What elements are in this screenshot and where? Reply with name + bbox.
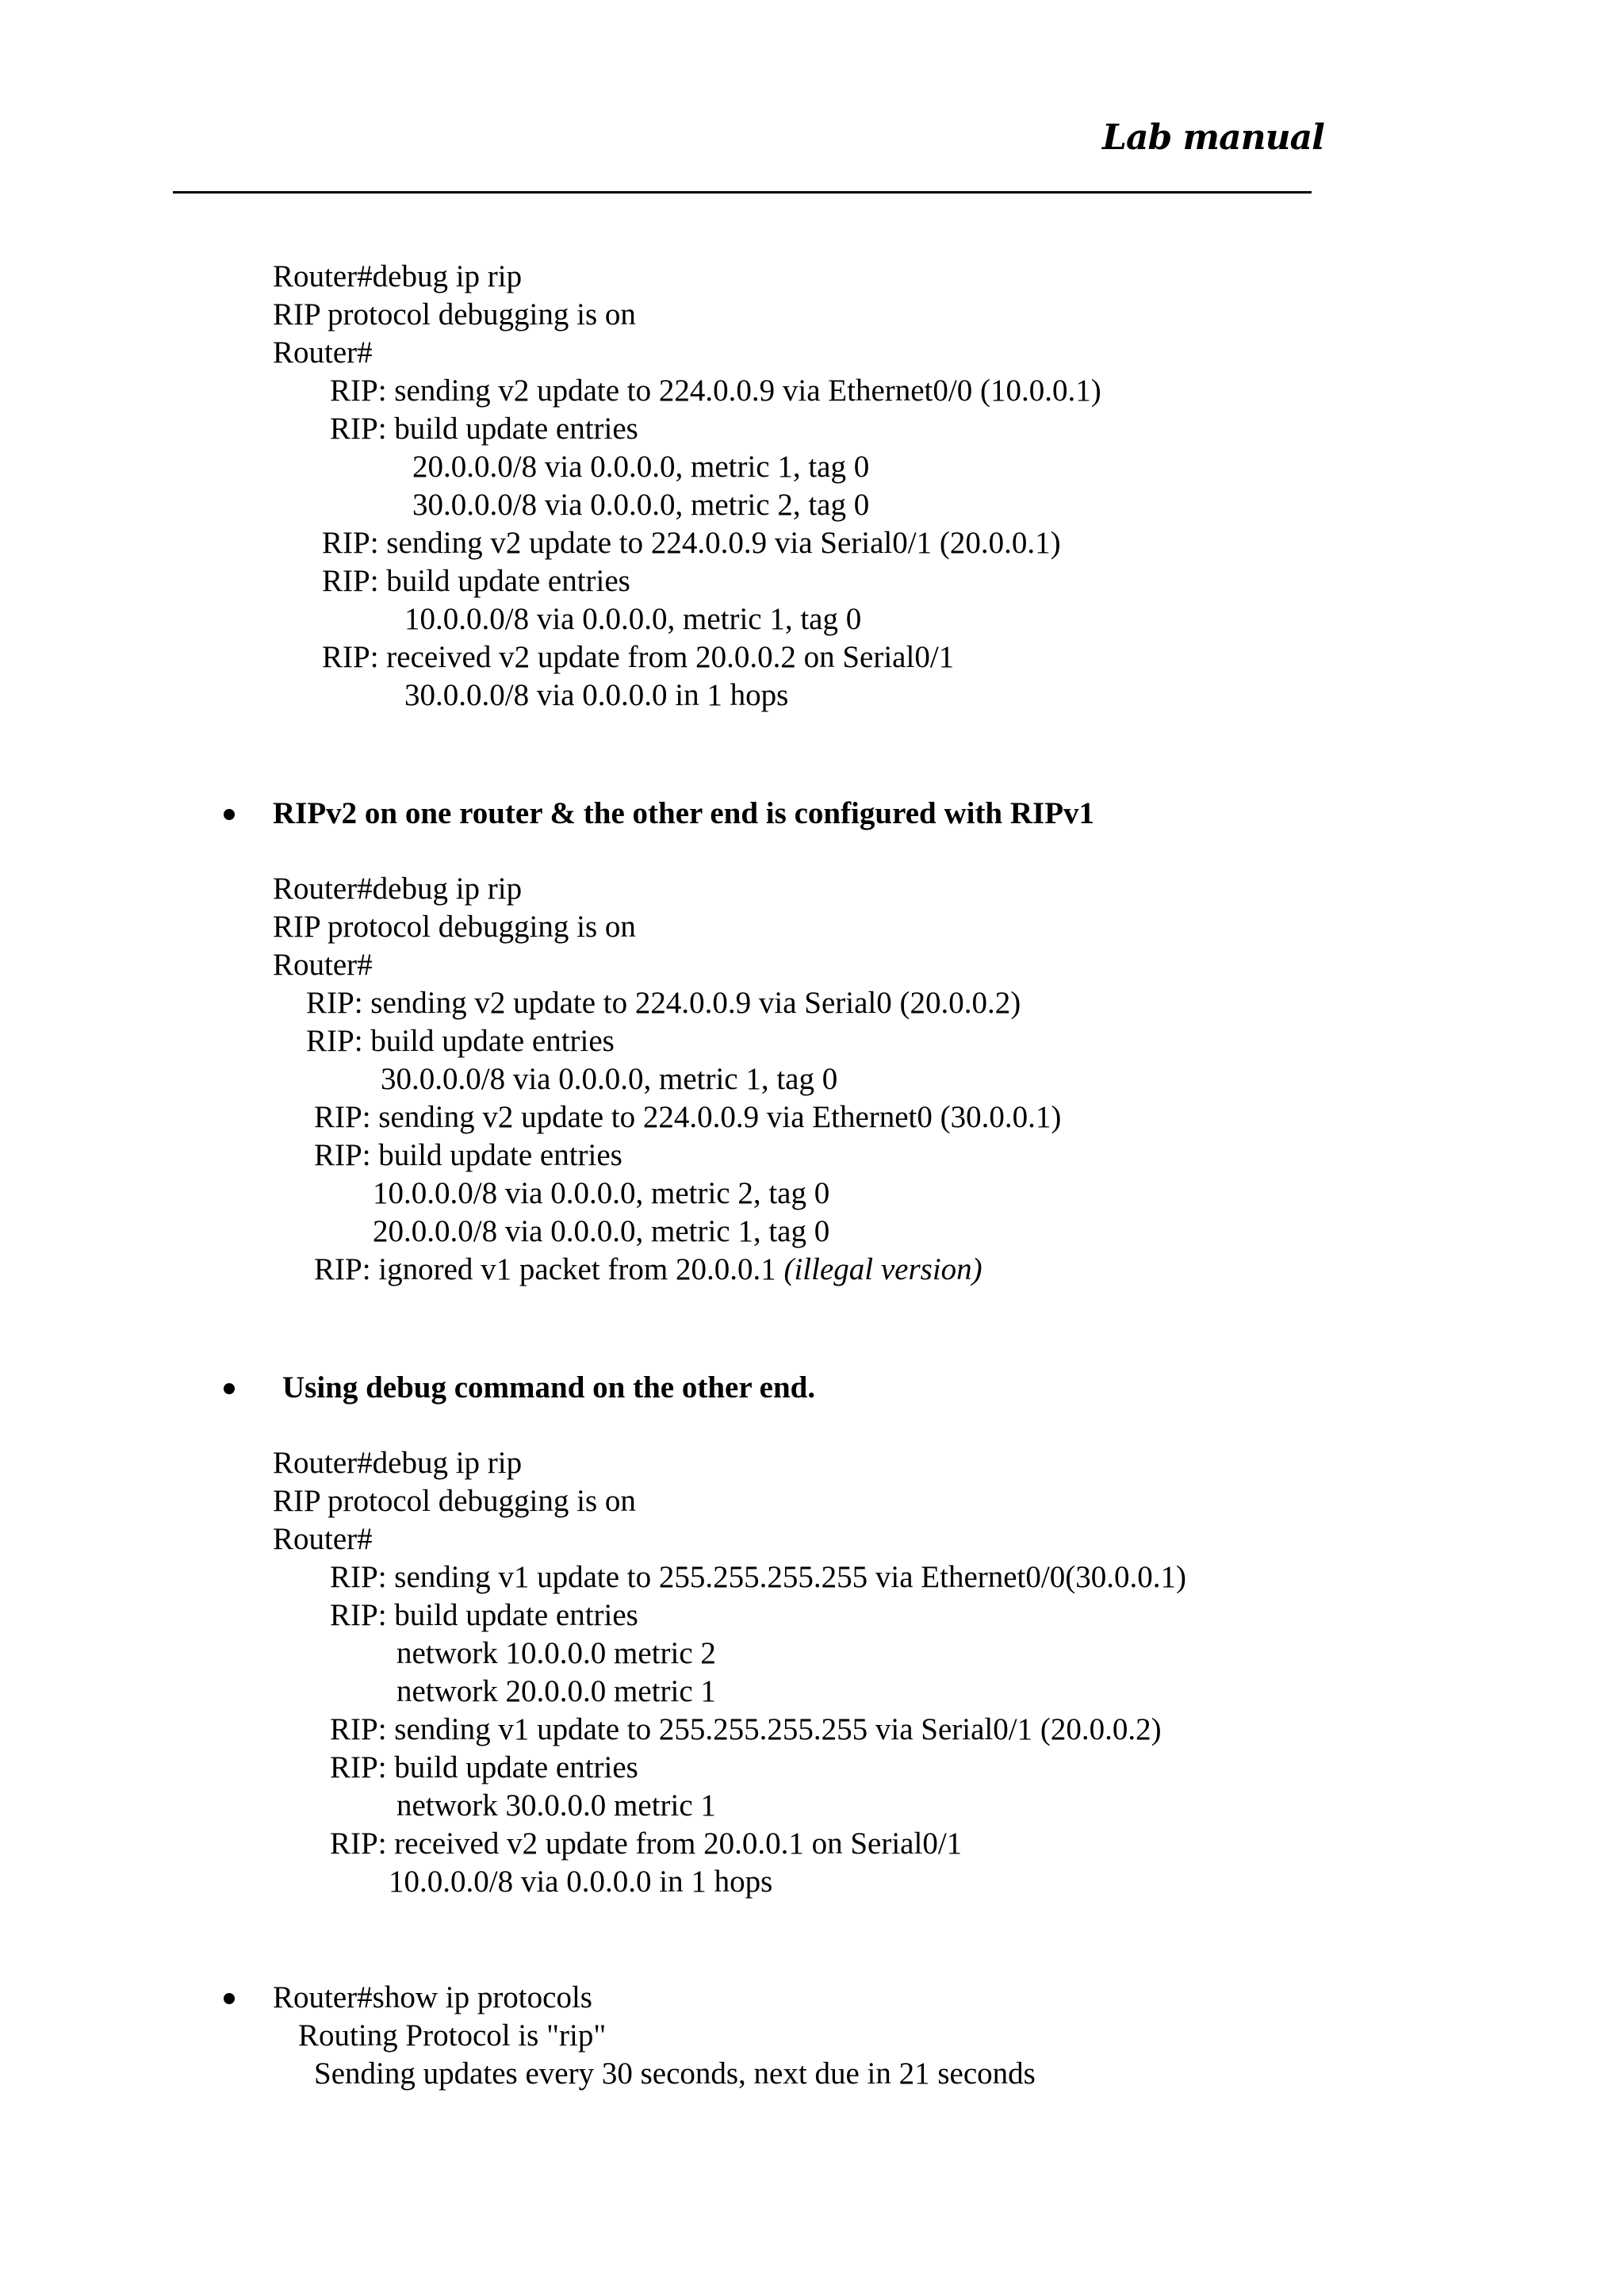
section3-line-3: Router# [273,1522,373,1556]
section4-heading: Router#show ip protocols [273,1980,592,2014]
block1-line-6: 20.0.0.0/8 via 0.0.0.0, metric 1, tag 0 [412,450,870,484]
block1-line-8: RIP: sending v2 update to 224.0.0.9 via Serial0/1 (20.0.0.1) [322,526,1061,560]
block1-line-7: 30.0.0.0/8 via 0.0.0.0, metric 2, tag 0 [412,488,870,522]
block1-line-5: RIP: build update entries [330,412,638,446]
section3-line-6: network 10.0.0.0 metric 2 [396,1636,716,1670]
block1-line-1: Router#debug ip rip [273,259,523,293]
section2-line-7: RIP: sending v2 update to 224.0.0.9 via Ethernet0 (30.0.0.1) [314,1100,1062,1134]
section4-line-1: Routing Protocol is "rip" [298,2018,607,2053]
section3-line-10: network 30.0.0.0 metric 1 [396,1788,716,1823]
header-title: Lab manual [1102,117,1324,158]
section3-line-8: RIP: sending v1 update to 255.255.255.255 via Serial0/1 (20.0.0.2) [330,1712,1162,1746]
section2-line-6: 30.0.0.0/8 via 0.0.0.0, metric 1, tag 0 [381,1062,838,1096]
block1-line-12: 30.0.0.0/8 via 0.0.0.0 in 1 hops [404,678,789,712]
section2-last-line-text: RIP: ignored v1 packet from 20.0.0.1 [314,1252,784,1286]
block1-line-9: RIP: build update entries [322,564,630,598]
section2-line-11 [314,1251,982,1288]
section2-line-9: 10.0.0.0/8 via 0.0.0.0, metric 2, tag 0 [373,1176,830,1210]
section2-line-2: RIP protocol debugging is on [273,910,636,944]
block1-line-10: 10.0.0.0/8 via 0.0.0.0, metric 1, tag 0 [404,602,862,636]
bullet-icon [224,1993,235,2004]
section2-line-3: Router# [273,948,373,982]
section3-line-2: RIP protocol debugging is on [273,1484,636,1518]
block1-line-11: RIP: received v2 update from 20.0.0.2 on Serial0/1 [322,640,955,674]
block1-line-4: RIP: sending v2 update to 224.0.0.9 via Ethernet0/0 (10.0.0.1) [330,374,1101,408]
section2-line-4: RIP: sending v2 update to 224.0.0.9 via Serial0 (20.0.0.2) [306,986,1021,1020]
block1-line-2: RIP protocol debugging is on [273,297,636,332]
section2-line-8: RIP: build update entries [314,1138,622,1172]
section2-line-5: RIP: build update entries [306,1024,615,1058]
section3-line-9: RIP: build update entries [330,1750,638,1784]
section3-line-12: 10.0.0.0/8 via 0.0.0.0 in 1 hops [389,1865,773,1899]
bullet-icon [224,1383,235,1394]
section3-line-11: RIP: received v2 update from 20.0.0.1 on Serial0/1 [330,1826,963,1861]
header-rule [173,191,1312,194]
section2-line-1: Router#debug ip rip [273,872,523,906]
section3-heading: Using debug command on the other end. [282,1370,816,1405]
section2-last-line-italic: (illegal version) [783,1252,982,1286]
section2-line-10: 20.0.0.0/8 via 0.0.0.0, metric 1, tag 0 [373,1214,830,1248]
block1-line-3: Router# [273,335,373,370]
section4-line-2: Sending updates every 30 seconds, next due in 21 seconds [314,2056,1036,2091]
section3-line-4: RIP: sending v1 update to 255.255.255.255 via Ethernet0/0(30.0.0.1) [330,1560,1186,1594]
section3-line-5: RIP: build update entries [330,1598,638,1632]
section3-line-7: network 20.0.0.0 metric 1 [396,1674,716,1708]
bullet-icon [224,809,235,820]
section3-line-1: Router#debug ip rip [273,1446,523,1480]
section2-heading: RIPv2 on one router & the other end is configured with RIPv1 [273,796,1095,830]
